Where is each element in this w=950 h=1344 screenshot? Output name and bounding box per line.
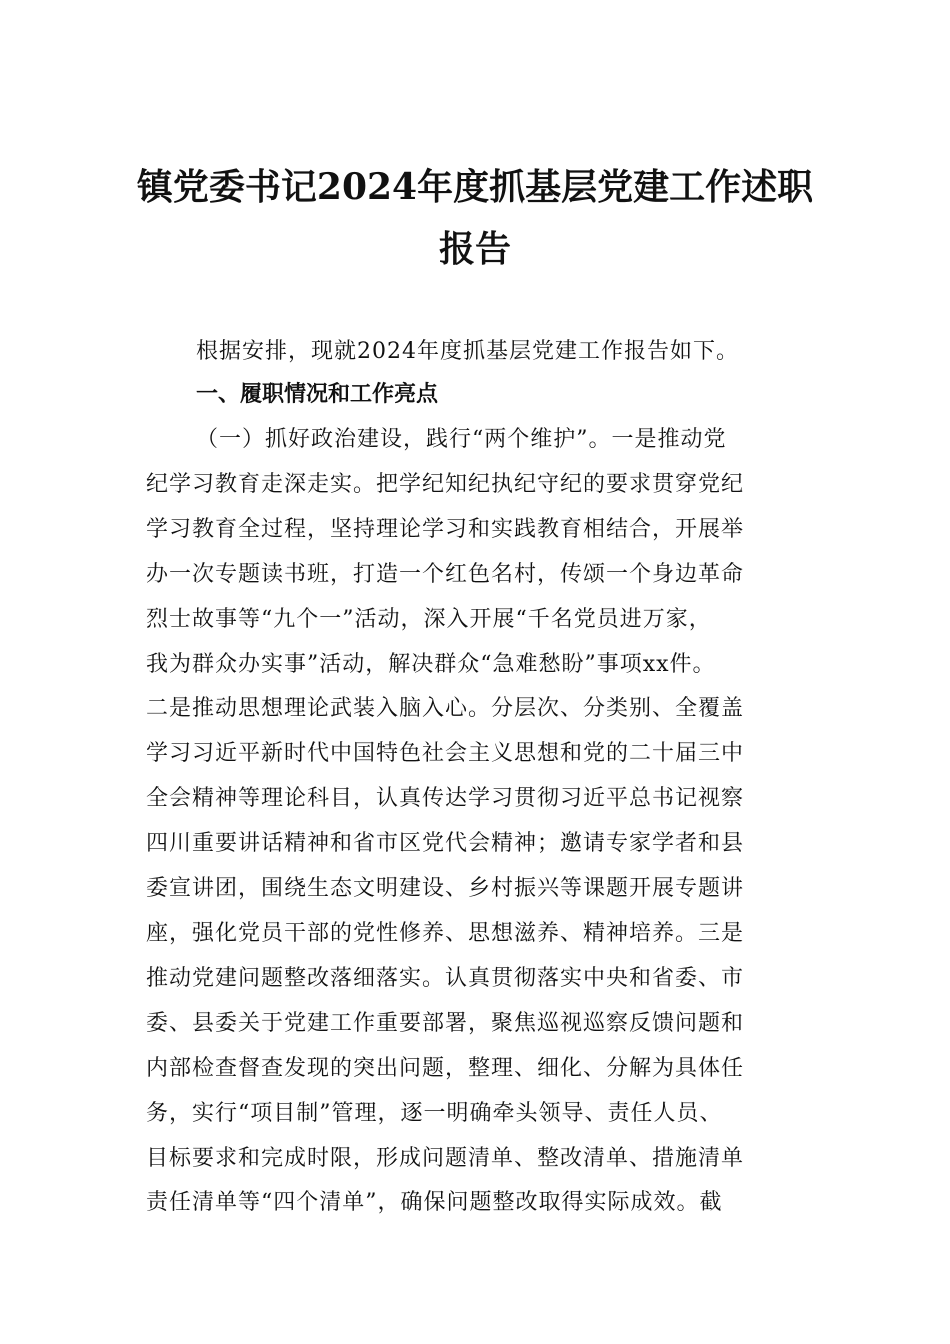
body-line: 座，强化党员干部的党性修养、思想滋养、精神培养。三是 xyxy=(146,920,745,946)
body-line: 纪学习教育走深走实。把学纪知纪执纪守纪的要求贯穿党纪 xyxy=(146,471,745,497)
body-line: 学习教育全过程，坚持理论学习和实践教育相结合，开展举 xyxy=(146,516,745,542)
body-line: 办一次专题读书班，打造一个红色名村，传颂一个身边革命 xyxy=(146,561,745,587)
section-heading: 一、履职情况和工作亮点 xyxy=(196,382,439,407)
body-line: 学习习近平新时代中国特色社会主义思想和党的二十届三中 xyxy=(146,741,745,767)
body-line: 我为群众办实事”活动，解决群众“急难愁盼”事项xx件。 xyxy=(146,651,716,677)
body-line: 烈士故事等“九个一”活动，深入开展“千名党员进万家， xyxy=(146,606,712,632)
body-paragraph xyxy=(146,418,811,1226)
body-line: 责任清单等“四个清单”，确保问题整改取得实际成效。截 xyxy=(146,1190,723,1216)
body-line: 内部检查督查发现的突出问题，整理、细化、分解为具体任 xyxy=(146,1055,745,1081)
body-line: 全会精神等理论科目，认真传达学习贯彻习近平总书记视察 xyxy=(146,786,745,812)
body-line: 务，实行“项目制”管理，逐一明确牵头领导、责任人员、 xyxy=(146,1100,723,1126)
body-line: 推动党建问题整改落细落实。认真贯彻落实中央和省委、市 xyxy=(146,965,745,991)
body-line: （一）抓好政治建设，践行“两个维护”。一是推动党 xyxy=(196,427,727,452)
body-line: 四川重要讲话精神和省市区党代会精神；邀请专家学者和县 xyxy=(146,831,745,857)
body-line: 目标要求和完成时限，形成问题清单、整改清单、措施清单 xyxy=(146,1145,745,1171)
body-line: 委、县委关于党建工作重要部署，聚焦巡视巡察反馈问题和 xyxy=(146,1010,745,1036)
body-line: 二是推动思想理论武装入脑入心。分层次、分类别、全覆盖 xyxy=(146,696,745,722)
page-title xyxy=(120,156,830,280)
title-line: 报告 xyxy=(438,228,511,270)
title-line: 镇党委书记2024年度抓基层党建工作述职 xyxy=(136,166,814,208)
body-line: 委宣讲团，围绕生态文明建设、乡村振兴等课题开展专题讲 xyxy=(146,876,745,902)
intro-paragraph: 根据安排，现就2024年度抓基层党建工作报告如下。 xyxy=(196,339,739,364)
